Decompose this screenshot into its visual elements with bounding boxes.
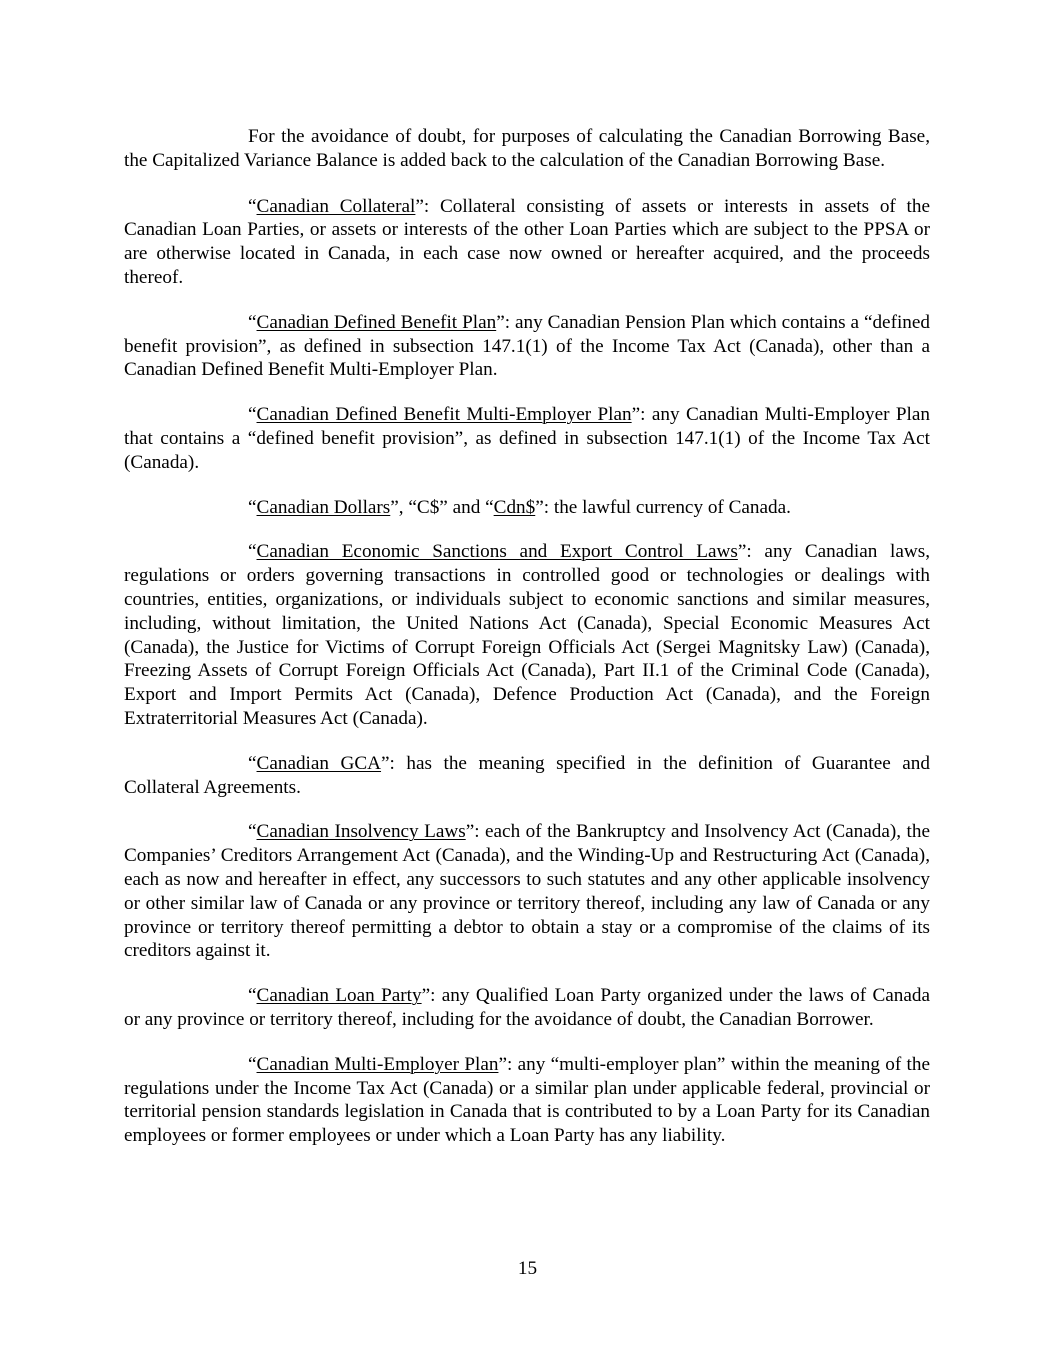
defined-term-secondary: Cdn$ <box>493 496 536 518</box>
paragraph-borrowing-base-note <box>124 125 930 173</box>
definition-connector-text: ”, “C$” and “ <box>390 496 494 518</box>
open-quote: “ <box>248 541 257 563</box>
defined-term: Canadian Defined Benefit Plan <box>256 311 497 333</box>
open-quote: “ <box>248 311 257 333</box>
defined-term: Canadian Dollars <box>256 496 391 518</box>
definition-canadian-insolvency-laws <box>124 820 930 963</box>
paragraph-text: For the avoidance of doubt, for purposes of calculating the Canadian Borrowing Base, the Capitalized Variance Balance is added back to the calculation of the Canadian Borrowing Base. <box>124 126 930 171</box>
open-quote: “ <box>248 821 257 843</box>
definition-text: ”: any Canadian Pension Plan which contains a “defined benefit provision”, as defined in subsection 147.1(1) of the Income Tax Act (Canada), other than a Canadian Defined Benefit Multi-Employer Plan. <box>124 311 930 381</box>
definition-canadian-defined-benefit-multi-employer-plan <box>124 403 930 474</box>
definition-text: ”: the lawful currency of Canada. <box>535 496 791 518</box>
defined-term: Canadian Economic Sanctions and Export Control Laws <box>256 541 738 563</box>
defined-term: Canadian Collateral <box>256 195 416 217</box>
definition-text: ”: any Qualified Loan Party organized under the laws of Canada or any province or territory thereof, including for the avoidance of doubt, the Canadian Borrower. <box>124 985 930 1030</box>
definition-canadian-dollars <box>124 496 930 520</box>
definition-text: ”: each of the Bankruptcy and Insolvency Act (Canada), the Companies’ Creditors Arrangement Act (Canada), and the Winding-Up and Restructuring Act (Canada), each as now and hereafter in effect, any successors to such statutes and any other applicable insolvency or other similar law of Canada or any province or territory thereof, including any law of Canada or any province or territory thereof permitting a debtor to obtain a stay or a compromise of the claims of its creditors against it. <box>124 821 930 962</box>
definition-canadian-economic-sanctions <box>124 540 930 730</box>
definition-text: ”: any Canadian Multi-Employer Plan that contains a “defined benefit provision”, as defined in subsection 147.1(1) of the Income Tax Act (Canada). <box>124 404 930 473</box>
open-quote: “ <box>248 752 257 774</box>
open-quote: “ <box>248 195 257 217</box>
defined-term: Canadian GCA <box>256 752 382 774</box>
defined-term: Canadian Defined Benefit Multi-Employer Plan <box>256 404 632 426</box>
definition-text: ”: has the meaning specified in the definition of Guarantee and Collateral Agreements. <box>124 752 930 798</box>
open-quote: “ <box>248 1053 257 1075</box>
definition-canadian-multi-employer-plan <box>124 1053 930 1148</box>
open-quote: “ <box>248 985 257 1007</box>
open-quote: “ <box>248 404 257 426</box>
definition-text: ”: Collateral consisting of assets or interests in assets of the Canadian Loan Parties, or assets or interests of the other Loan Parties which are subject to the PPSA or are otherwise located in Canada, in each case now owned or hereafter acquired, and the proceeds thereof. <box>124 195 930 288</box>
definition-text: ”: any Canadian laws, regulations or orders governing transactions in controlled good or technologies or dealings with countries, entities, organizations, or individuals subject to economic sanctions and similar measures, including, without limitation, the United Nations Act (Canada), Special Economic Measures Act (Canada), the Justice for Victims of Corrupt Foreign Officials Act (Sergei Magnitsky Law) (Canada), Freezing Assets of Corrupt Foreign Officials Act (Canada), Part II.1 of the Criminal Code (Canada), Export and Import Permits Act (Canada), Defence Production Act (Canada), and the Foreign Extraterritorial Measures Act (Canada). <box>124 541 931 729</box>
defined-term: Canadian Multi-Employer Plan <box>256 1053 499 1075</box>
definition-canadian-loan-party <box>124 984 930 1032</box>
definition-canadian-defined-benefit-plan <box>124 311 930 382</box>
definition-canadian-gca <box>124 752 930 800</box>
defined-term: Canadian Loan Party <box>256 985 422 1007</box>
defined-term: Canadian Insolvency Laws <box>256 821 466 843</box>
document-page <box>124 125 930 1169</box>
open-quote: “ <box>248 496 257 518</box>
definition-canadian-collateral <box>124 195 930 290</box>
definition-text: ”: any “multi-employer plan” within the meaning of the regulations under the Income Tax Act (Canada) or a similar plan under applicable federal, provincial or territorial pension standards legislation in Canada that is contributed to by a Loan Party for its Canadian employees or former employees or under which a Loan Party has any liability. <box>124 1053 930 1147</box>
page-number: 15 <box>517 1258 538 1279</box>
